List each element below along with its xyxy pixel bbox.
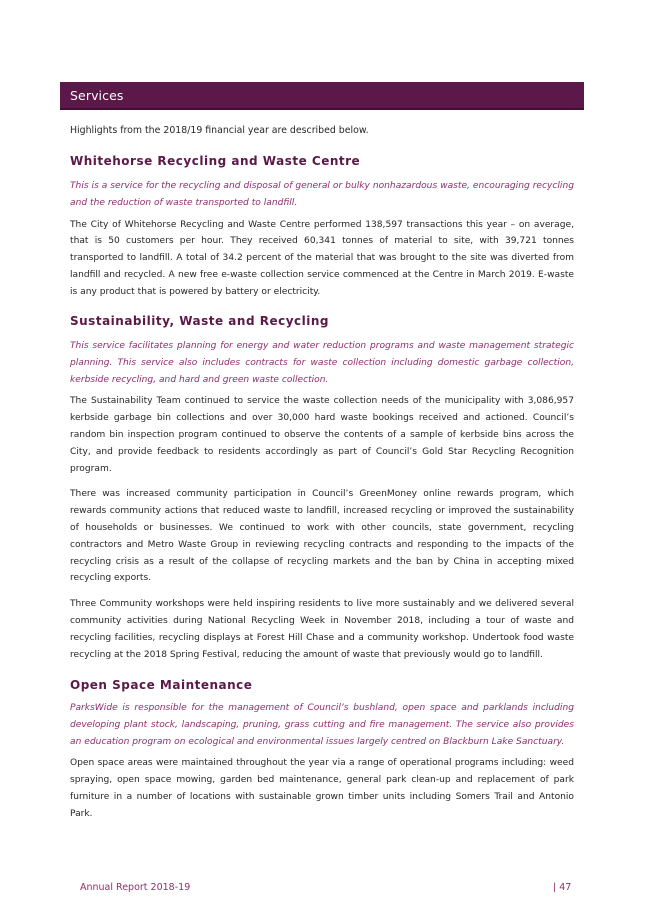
section-banner [60, 82, 584, 110]
banner-title: Services [70, 88, 124, 103]
section-open-space [70, 700, 574, 823]
section-description: This is a service for the recycling and disposal of general or bulky nonhazardous waste, encouraging recycling and the reduction of waste transported to landfill. [70, 181, 574, 208]
section-paragraph: Open space areas were maintained throughout the year via a range of operational programs including: weed spraying, open space mowing, garden bed maintenance, general park clean-up and replacement of park furniture in a number of locations with sustainable grown timber units including Somers Trail and Antonio Park. [70, 758, 574, 819]
section-heading-sustainability: Sustainability, Waste and Recycling [70, 314, 330, 328]
section-paragraph: The City of Whitehorse Recycling and Waste Centre performed 138,597 transactions this year – on average, that is 50 customers per hour. They received 60,341 tonnes of material to site, with 39,721 tonnes transported to landfill. A total of 34.2 percent of the material that was brought to the site was diverted from landfill and recycled. A new free e-waste collection service commenced at the Centre in March 2019. E-waste is any product that is powered by battery or electricity. [70, 219, 574, 297]
section-paragraph: Three Community workshops were held inspiring residents to live more sustainably and we delivered several community activities during National Recycling Week in November 2018, including a tour of waste and recycling facilities, recycling displays at Forest Hill Chase and a community workshop. Undertook food waste recycling at the 2018 Spring Festival, reducing the amount of waste that previously would go to landfill. [70, 599, 574, 660]
section-heading-open-space: Open Space Maintenance [70, 678, 253, 692]
section-recycling-centre [70, 178, 574, 301]
section-description: This service facilitates planning for energy and water reduction programs and waste management strategic planning. This service also includes contracts for waste collection including domestic garbage collection, kerbside recycling, and hard and green waste collection. [70, 341, 574, 385]
section-paragraph: There was increased community participation in Council’s GreenMoney online rewards program, which rewards community actions that reduced waste to landfill, increased recycling or improved the sustainability of households or businesses. We continued to work with other councils, state government, recycling contractors and Metro Waste Group in reviewing recycling contracts and responding to the impacts of the recycling crisis as a result of the collapse of recycling markets and the ban by China in accepting mixed recycling exports. [70, 489, 574, 584]
section-description: ParksWide is responsible for the management of Council’s bushland, open space and parklands including developing plant stock, landscaping, pruning, grass cutting and fire management. The service also provides an education program on ecological and environmental issues largely centred on Blackburn Lake Sanctuary. [70, 703, 574, 747]
footer-page-number: | 47 [553, 882, 572, 893]
section-heading-recycling-centre: Whitehorse Recycling and Waste Centre [70, 154, 361, 168]
section-sustainability [70, 338, 574, 663]
section-paragraph: The Sustainability Team continued to service the waste collection needs of the municipality with 3,086,957 kerbside garbage bin collections and over 30,000 hard waste bookings received and actioned. Council’s random bin inspection program continued to observe the contents of a sample of kerbside bins across the City, and provide feedback to residents accordingly as part of Council’s Gold Star Recycling Recognition program. [70, 396, 574, 474]
intro-text: Highlights from the 2018/19 financial year are described below. [70, 125, 369, 136]
footer-report-title: Annual Report 2018-19 [80, 882, 191, 893]
